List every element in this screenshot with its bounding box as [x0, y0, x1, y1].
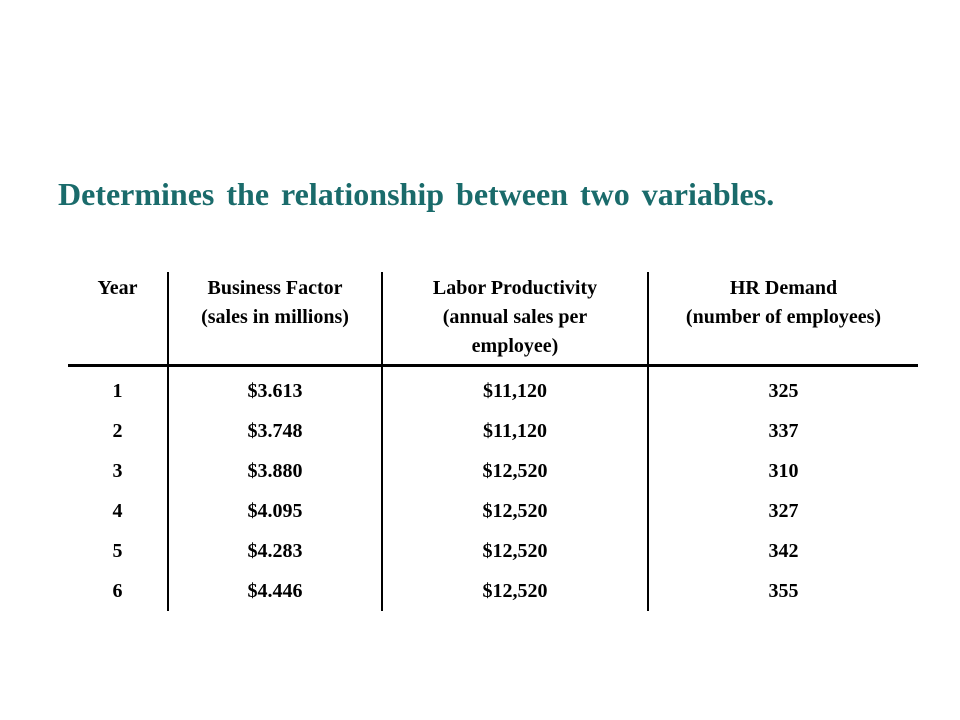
cell-business-factor: $3.613 [168, 366, 382, 412]
cell-labor-productivity: $11,120 [382, 366, 648, 412]
header-year [68, 272, 168, 366]
cell-year: 3 [68, 451, 168, 491]
header-year-line: Year [97, 277, 138, 299]
table-header [68, 272, 918, 366]
cell-hr-demand: 327 [768, 500, 799, 522]
cell-labor-productivity: $12,520 [382, 531, 648, 571]
table-row [68, 531, 918, 571]
cell-labor-productivity: $12,520 [382, 571, 648, 611]
table-row [68, 571, 918, 611]
cell-hr-demand: 310 [768, 460, 799, 482]
cell-business-factor: $3.880 [168, 451, 382, 491]
cell-year: 5 [68, 531, 168, 571]
header-row [68, 272, 918, 366]
cell-year: 4 [68, 491, 168, 531]
cell-hr-demand: 355 [768, 580, 799, 602]
header-labor-productivity-line: Labor Productivity [432, 277, 598, 299]
hr-demand-table [68, 272, 918, 611]
table-body [68, 366, 918, 612]
header-labor-productivity-line: (annual sales per [442, 306, 588, 328]
cell-year: 2 [68, 411, 168, 451]
cell-year: 1 [68, 366, 168, 412]
cell-labor-productivity: $11,120 [382, 411, 648, 451]
header-business-factor-line: Business Factor [207, 277, 343, 299]
cell-labor-productivity: $12,520 [382, 491, 648, 531]
slide-title: Determines the relationship between two variables. [58, 176, 775, 212]
cell-hr-demand: 342 [768, 540, 799, 562]
header-hr-demand-line: (number of employees) [685, 306, 882, 328]
header-labor-productivity-line: employee) [471, 335, 559, 357]
cell-business-factor: $4.095 [168, 491, 382, 531]
cell-labor-productivity: $12,520 [382, 451, 648, 491]
table-row [68, 411, 918, 451]
table-row [68, 366, 918, 412]
header-hr-demand-line: HR Demand [729, 277, 838, 299]
hr-demand-table-container [68, 272, 918, 611]
table-row [68, 491, 918, 531]
cell-business-factor: $4.283 [168, 531, 382, 571]
header-business-factor-line: (sales in millions) [201, 306, 349, 328]
cell-year: 6 [68, 571, 168, 611]
cell-hr-demand: 337 [768, 420, 799, 442]
table-row [68, 451, 918, 491]
header-hr-demand [648, 272, 918, 366]
header-business-factor [168, 272, 382, 366]
cell-hr-demand: 325 [768, 380, 799, 402]
cell-business-factor: $3.748 [168, 411, 382, 451]
cell-business-factor: $4.446 [168, 571, 382, 611]
header-labor-productivity [382, 272, 648, 366]
